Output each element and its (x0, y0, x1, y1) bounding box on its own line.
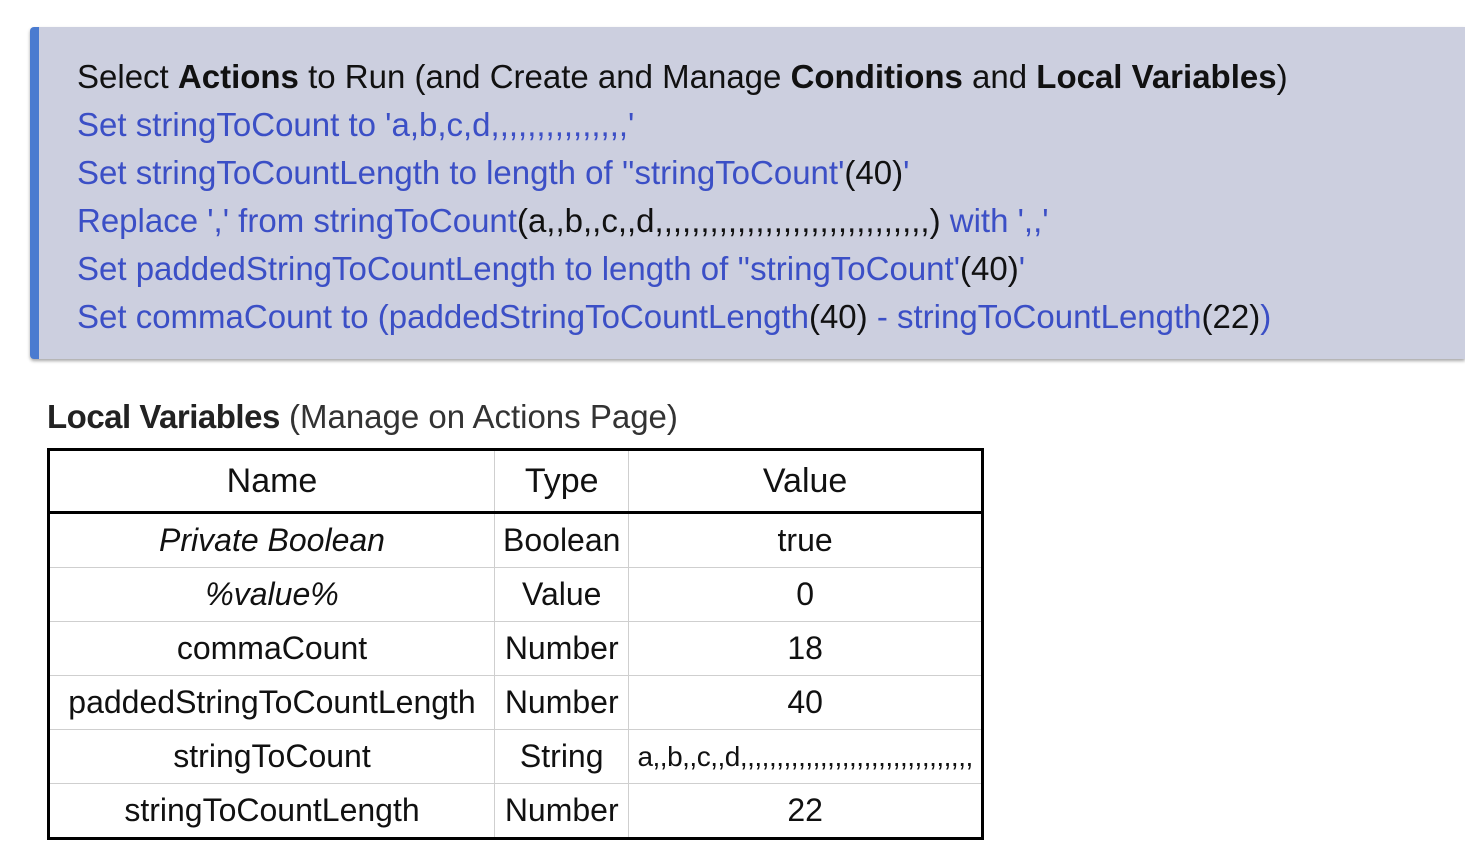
variable-type: Number (495, 676, 629, 730)
heading-prefix: Select (77, 58, 178, 95)
variable-name: paddedStringToCountLength (49, 676, 495, 730)
local-variables-table (47, 448, 984, 840)
variable-name: stringToCount (49, 730, 495, 784)
column-header-name: Name (49, 450, 495, 513)
local-variables-heading (47, 398, 678, 436)
table-header-row (49, 450, 983, 513)
action-value: (22) (1201, 298, 1261, 335)
table-row (49, 730, 983, 784)
variable-type: Boolean (495, 513, 629, 568)
action-value: (a,,b,,c,,d,,,,,,,,,,,,,,,,,,,,,,,,,,,,,,) (516, 202, 941, 239)
actions-panel-heading (77, 53, 1465, 101)
variable-name: %value% (49, 568, 495, 622)
table-row (49, 622, 983, 676)
action-line[interactable] (77, 197, 1465, 245)
variable-name: stringToCountLength (49, 784, 495, 839)
variable-value: 0 (629, 568, 982, 622)
action-text[interactable]: with ',,' (940, 202, 1049, 239)
action-text[interactable]: Set stringToCount to 'a,b,c,d,,,,,,,,,,,,,,,' (77, 106, 635, 143)
local-variables-title: Local Variables (47, 398, 280, 435)
variable-type: Number (495, 622, 629, 676)
heading-suffix: ) (1276, 58, 1288, 95)
action-text[interactable]: ' (1018, 250, 1026, 287)
action-text[interactable]: Replace ',' from stringToCount (77, 202, 517, 239)
action-text[interactable]: ) (1260, 298, 1272, 335)
action-line[interactable] (77, 245, 1465, 293)
action-value: (40) (808, 298, 868, 335)
table-row (49, 568, 983, 622)
action-line[interactable] (77, 149, 1465, 197)
column-header-value: Value (629, 450, 982, 513)
variable-value: 18 (629, 622, 982, 676)
local-variables-note: (Manage on Actions Page) (279, 398, 678, 435)
variable-name: Private Boolean (49, 513, 495, 568)
variable-type: Number (495, 784, 629, 839)
table-row (49, 784, 983, 839)
local-variables-keyword: Local Variables (1036, 58, 1277, 95)
action-line[interactable] (77, 101, 1465, 149)
table-row (49, 676, 983, 730)
action-text[interactable]: ' (903, 154, 910, 191)
variable-type: String (495, 730, 629, 784)
heading-mid-1: to Run (and Create and Manage (298, 58, 791, 95)
action-value: (40) (960, 250, 1019, 287)
variable-name: commaCount (49, 622, 495, 676)
heading-mid-2: and (962, 58, 1037, 95)
actions-panel (30, 27, 1465, 359)
actions-keyword: Actions (177, 58, 299, 95)
action-text[interactable]: Set stringToCountLength to length of ''stringToCount' (77, 154, 845, 191)
action-text[interactable]: - stringToCountLength (867, 298, 1202, 335)
variable-value: a,,b,,c,,d,,,,,,,,,,,,,,,,,,,,,,,,,,,,,,,, (629, 730, 982, 784)
variable-value: 40 (629, 676, 982, 730)
action-text[interactable]: Set paddedStringToCountLength to length of ''stringToCount' (77, 250, 961, 287)
variable-value: 22 (629, 784, 982, 839)
action-value: (40) (844, 154, 904, 191)
table-row (49, 513, 983, 568)
variable-type: Value (495, 568, 629, 622)
conditions-keyword: Conditions (790, 58, 963, 95)
variable-value: true (629, 513, 982, 568)
action-line[interactable] (77, 293, 1465, 341)
action-text[interactable]: Set commaCount to (paddedStringToCountLength (77, 298, 809, 335)
column-header-type: Type (495, 450, 629, 513)
